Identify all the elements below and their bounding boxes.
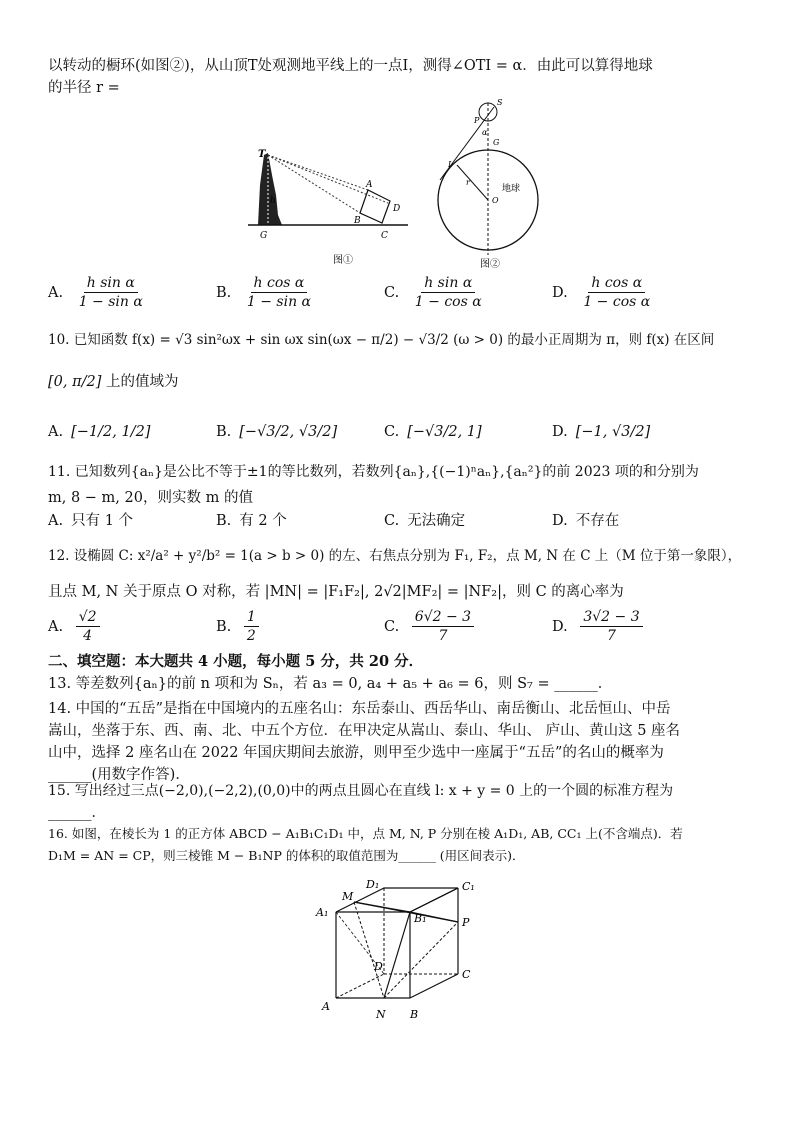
label-G2: G xyxy=(493,138,500,147)
label-r: r xyxy=(466,178,470,187)
q12-option-b-frac: $\frac{1}{2}$ xyxy=(244,608,259,645)
q12-option-a-frac: $\frac{√2}{4}$ xyxy=(76,608,100,645)
q10-option-a-text: [−1/2, 1/2] xyxy=(71,424,151,440)
q9-option-d-frac: $\frac{\text{h cos α}}{\text{1 − cos α}}$ xyxy=(583,275,651,310)
q10-option-a[interactable]: A. [−1/2, 1/2] xyxy=(48,424,151,440)
rect-abcd xyxy=(360,190,390,223)
label-G: G xyxy=(260,231,268,241)
label-T: T xyxy=(258,149,266,160)
q9-option-b[interactable] xyxy=(216,274,314,311)
q12-option-c[interactable]: C. $\frac{6√2 - 3}{7}$ xyxy=(384,608,474,645)
q9-line1: 以转动的橱环(如图②)，从山顶T处观测地平线上的一点I，测得∠OTI = α．由此可以算得地球 xyxy=(48,58,653,74)
q9-option-b-frac: $\frac{\text{h cos α}}{\text{1 − sin α}}$ xyxy=(246,275,311,310)
cube-label-C1: C₁ xyxy=(462,880,475,893)
q11-line2: m, 8 − m, 20，则实数 m 的值 xyxy=(48,490,253,506)
figure-2-caption: 图② xyxy=(480,259,500,270)
q10-option-b-text: [−√3/2, √3/2] xyxy=(239,424,338,440)
label-C: C xyxy=(381,231,388,241)
q9-option-c[interactable] xyxy=(384,274,485,311)
q10-option-d-text: [−1, √3/2] xyxy=(575,424,651,440)
q15-line1: 15. 写出经过三点(−2,0),(−2,2),(0,0)中的两点且圆心在直线 l: x + y = 0 上的一个圆的标准方程为 xyxy=(48,783,674,799)
edge-B1C1 xyxy=(410,888,458,912)
label-P: P xyxy=(474,116,480,125)
q14-line3: 山中，选择 2 座名山在 2022 年国庆期间去旅游，则甲至少选中一座属于“五岳”的名山的概率为 xyxy=(48,745,664,761)
seg-B1N xyxy=(384,912,410,998)
section-2-heading: 二、填空题：本大题共 4 小题，每小题 5 分，共 20 分． xyxy=(48,653,424,670)
q13-line: 13. 等差数列{aₙ}的前 n 项和为 Sₙ，若 a₃ = 0, a₄ + a₅ + a₆ = 6，则 S₇ = ______． xyxy=(48,676,613,692)
sight-line-2 xyxy=(268,155,360,213)
edge-BC xyxy=(410,974,458,998)
cube-top-face xyxy=(336,888,458,912)
q9-option-d-label: D. xyxy=(552,284,568,301)
label-earth: 地球 xyxy=(502,184,521,194)
q15-line2: ______． xyxy=(48,805,106,821)
label-I: I xyxy=(448,160,452,169)
q11-option-b[interactable]: B. 有 2 个 xyxy=(216,513,287,529)
label-O: O xyxy=(492,196,499,205)
q10-line2 xyxy=(48,372,179,392)
q11-option-d[interactable]: D. 不存在 xyxy=(552,513,620,529)
q11-option-a[interactable]: A. 只有 1 个 xyxy=(48,513,134,529)
cube-label-C: C xyxy=(462,968,471,981)
q11-option-c-text: 无法确定 xyxy=(407,513,466,529)
cube-label-N: N xyxy=(376,1008,386,1021)
q14-line2: 嵩山，坐落于东、西、南、北、中五个方位．在甲决定从嵩山、泰山、华山、 庐山、黄山这 5 座名 xyxy=(48,723,681,739)
label-B: B xyxy=(354,216,361,226)
q9-option-c-frac: $\frac{\text{h sin α}}{\text{1 − cos α}}$ xyxy=(414,275,482,310)
label-h: h xyxy=(270,196,276,206)
sight-line-1 xyxy=(268,155,368,190)
q9-option-d[interactable] xyxy=(552,274,653,311)
cube-label-P: P xyxy=(462,916,470,929)
cube-label-A: A xyxy=(322,1000,330,1013)
q10-option-b[interactable]: B. [−√3/2, √3/2] xyxy=(216,424,338,440)
q16-line1: 16. 如图，在棱长为 1 的正方体 ABCD − A₁B₁C₁D₁ 中，点 M, N, P 分别在棱 A₁D₁, AB, CC₁ 上(不含端点)．若 xyxy=(48,826,683,841)
q9-option-c-label: C. xyxy=(384,284,400,301)
cube-label-A1: A₁ xyxy=(316,906,329,919)
cube-label-D: D xyxy=(374,960,383,973)
figure-1 xyxy=(238,145,418,270)
q14-line4: ______(用数字作答)． xyxy=(48,767,190,783)
q12-option-b[interactable]: B. $\frac{1}{2}$ xyxy=(216,608,259,645)
cube-figure xyxy=(312,874,482,1024)
seg-MN xyxy=(354,902,384,998)
q12-line2: 且点 M, N 关于原点 O 对称，若 |MN| = |F₁F₂|, 2√2|MF₂| = |NF₂|，则 C 的离心率为 xyxy=(48,584,624,600)
q10-interval: [0, π/2] xyxy=(48,374,102,390)
figure-2 xyxy=(430,95,540,270)
figure-1-caption: 图① xyxy=(333,255,353,266)
label-alpha: α xyxy=(482,128,488,137)
q11-option-b-text: 有 2 个 xyxy=(239,513,287,529)
q12-option-a[interactable]: A. $\frac{√2}{4}$ xyxy=(48,608,100,645)
mountain-shape xyxy=(258,153,282,225)
q9-option-a-label: A. xyxy=(48,284,64,301)
edge-AD xyxy=(336,974,384,998)
q12-option-c-frac: $\frac{6√2 - 3}{7}$ xyxy=(412,608,474,645)
label-S: S xyxy=(497,98,503,107)
q12-option-d[interactable]: D. $\frac{3√2 - 3}{7}$ xyxy=(552,608,643,645)
q9-option-a[interactable] xyxy=(48,274,146,311)
tangent-line xyxy=(440,107,494,180)
q11-option-d-text: 不存在 xyxy=(575,513,620,529)
cube-label-B1: B₁ xyxy=(414,912,427,925)
cube-label-D1: D₁ xyxy=(366,878,380,891)
q10-line1: 10. 已知函数 f(x) = √3 sin²ωx + sin ωx sin(ωx − π/2) − √3/2 (ω > 0) 的最小正周期为 π，则 f(x) 在区间 xyxy=(48,332,715,348)
q9-option-b-label: B. xyxy=(216,284,232,301)
q11-option-a-text: 只有 1 个 xyxy=(71,513,134,529)
q10-option-c-text: [−√3/2, 1] xyxy=(407,424,482,440)
cube-label-B: B xyxy=(410,1008,419,1021)
radius-line xyxy=(457,165,488,200)
label-A: A xyxy=(366,180,373,190)
q14-line1: 14. 中国的“五岳”是指在中国境内的五座名山：东岳泰山、西岳华山、南岳衡山、北岳恒山、中岳 xyxy=(48,701,671,717)
q11-line1: 11. 已知数列{aₙ}是公比不等于±1的等比数列，若数列{aₙ},{(−1)ⁿaₙ},{aₙ²}的前 2023 项的和分别为 xyxy=(48,464,699,480)
sight-line-3 xyxy=(268,155,388,203)
q16-line2: D₁M = AN = CP，则三棱锥 M − B₁NP 的体积的取值范围为______ (用区间表示)． xyxy=(48,848,525,863)
q9-line2: 的半径 r = xyxy=(48,80,120,96)
q12-line1: 12. 设椭圆 C: x²/a² + y²/b² = 1(a > b > 0) 的左、右焦点分别为 F₁, F₂，点 M, N 在 C 上（M 位于第一象限）， xyxy=(48,548,742,564)
q11-option-c[interactable]: C. 无法确定 xyxy=(384,513,466,529)
q12-option-d-frac: $\frac{3√2 - 3}{7}$ xyxy=(580,608,642,645)
q10-line2-text: 上的值域为 xyxy=(106,374,179,390)
q9-option-a-frac: $\frac{\text{h sin α}}{\text{1 − sin α}}$ xyxy=(78,275,143,310)
q10-option-c[interactable]: C. [−√3/2, 1] xyxy=(384,424,482,440)
cube-label-M: M xyxy=(342,890,354,903)
label-D: D xyxy=(393,204,401,214)
q10-option-d[interactable]: D. [−1, √3/2] xyxy=(552,424,651,440)
